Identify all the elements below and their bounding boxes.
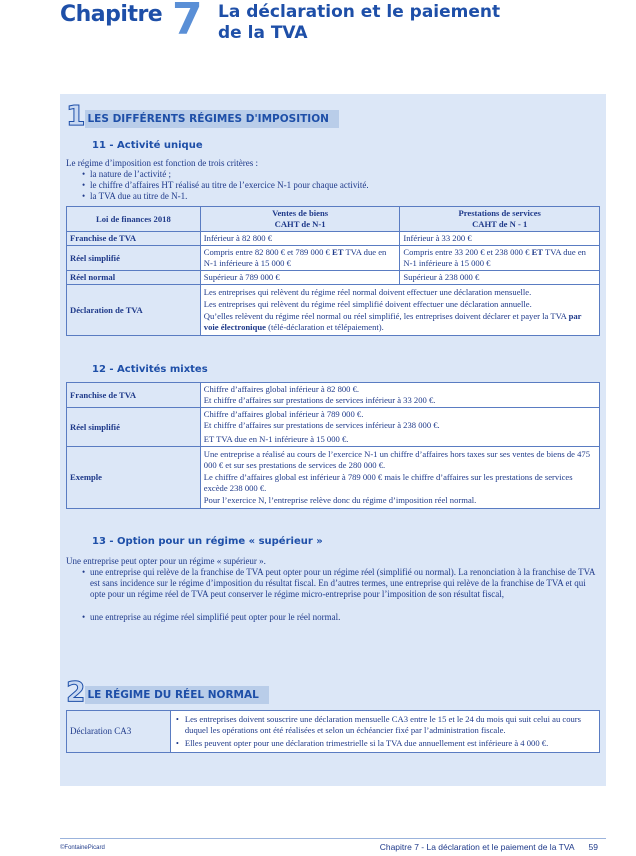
table-cell: Supérieur à 238 000 € — [400, 271, 600, 285]
regimes-table — [66, 206, 600, 336]
cell-text: Les entreprises doivent souscrire une déclaration mensuelle CA3 entre le 15 et le 24 du mois qui suit celui au cours duquel les opérations ont été réalisées et selon un échéancier fixé par l’administration fiscale. — [184, 714, 582, 735]
cell-text: TVA due en N-1 inférieure à 15 000 € — [403, 247, 586, 268]
header-cell: Loi de finances 2018 — [67, 207, 201, 232]
header-cell — [200, 207, 400, 232]
header-line: Prestations de services — [458, 208, 541, 218]
header-line: CAHT de N-1 — [274, 219, 326, 229]
table-row — [67, 246, 600, 271]
row-label: Franchise de TVA — [67, 232, 201, 246]
row-label: Exemple — [67, 447, 201, 509]
table-header-row — [67, 207, 600, 232]
cell-paragraph: Le chiffre d’affaires global est inférieur à 789 000 € mais le chiffre d’affaires sur les prestations de services excède 238 000 €. — [203, 472, 573, 493]
table-cell — [200, 408, 599, 447]
chapter-header — [0, 0, 636, 58]
table-cell — [200, 447, 599, 509]
section-1-number: 1 — [66, 99, 86, 132]
cell-emphasis: ET — [531, 247, 544, 257]
cell-bullet — [175, 738, 596, 749]
table-row — [67, 383, 600, 408]
table-row — [67, 408, 600, 447]
table-row — [67, 271, 600, 285]
cell-text: Elles peuvent opter pour une déclaration trimestrielle si la TVA due annuellement est inférieure à 4 000 €. — [184, 738, 549, 748]
cell-paragraph — [204, 311, 596, 333]
cell-text: (télé-déclaration et télépaiement). — [268, 322, 384, 332]
row-label: Déclaration de TVA — [67, 285, 201, 336]
section-2-heading — [66, 675, 269, 708]
cell-text: TVA due en N-1 inférieure à 15 000 € — [203, 247, 387, 268]
chapter-title-line2: de la TVA — [218, 23, 308, 43]
bullet-marker: • — [175, 738, 179, 748]
cell-text: Compris entre 82 800 € et 789 000 € — [203, 247, 330, 257]
table-row — [67, 232, 600, 246]
chapter-title-line1: La déclaration et le paiement — [218, 2, 501, 22]
criteria-item: • la TVA due au titre de N-1. — [90, 191, 187, 202]
subsection-13-title: 13 - Option pour un régime « supérieur » — [92, 536, 323, 547]
section-2-number: 2 — [66, 675, 86, 708]
subsection-11-title: 11 - Activité unique — [92, 140, 203, 151]
footer-running-title — [380, 842, 598, 852]
footer-rule — [60, 838, 606, 839]
table-cell — [400, 246, 600, 271]
header-line: Ventes de biens — [272, 208, 329, 218]
option-intro: Une entreprise peut opter pour un régime « supérieur ». — [66, 556, 266, 566]
bullet-marker: • — [175, 714, 179, 724]
table-cell — [170, 711, 599, 753]
chapter-title — [218, 2, 538, 44]
table-cell — [200, 246, 400, 271]
section-1-label: LES DIFFÉRENTS RÉGIMES D'IMPOSITION — [85, 110, 338, 128]
option-item: • une entreprise qui relève de la franchise de TVA peut opter pour un régime réel (simplifié ou normal). La renonciation à la franchise de TVA est sans incidence sur le régime d’imposition du résultat fiscal. En d’autres termes, une entreprise qui relève de la franchise de TVA et qui opte pour un régime réel de TVA peut conserver le régime micro-entreprise pour l’imposition de son résultat fiscal, — [90, 567, 602, 600]
table-cell — [200, 383, 599, 408]
cell-text: Compris entre 33 200 € et 238 000 € — [403, 247, 530, 257]
mixed-activities-table — [66, 382, 600, 509]
chapter-word: Chapitre — [60, 2, 163, 27]
cell-line: Chiffre d’affaires global inférieur à 82 800 €. — [203, 384, 360, 394]
cell-line: ET TVA due en N-1 inférieure à 15 000 €. — [203, 434, 349, 444]
cell-paragraph: Pour l’exercice N, l’entreprise relève donc du régime d’imposition réel normal. — [203, 495, 477, 505]
table-cell — [200, 285, 599, 336]
cell-bullet — [175, 714, 596, 736]
row-label: Réel normal — [67, 271, 201, 285]
cell-paragraph: Une entreprise a réalisé au cours de l’exercice N-1 un chiffre d’affaires hors taxes sur ses ventes de biens de 475 000 € et sur ses prestations de services de 280 000 €. — [203, 449, 591, 470]
table-cell: Supérieur à 789 000 € — [200, 271, 400, 285]
section-1-heading — [66, 99, 339, 132]
header-line: CAHT de N - 1 — [472, 219, 528, 229]
table-cell: Inférieur à 82 800 € — [200, 232, 400, 246]
table-row — [67, 285, 600, 336]
section-2-label: LE RÉGIME DU RÉEL NORMAL — [85, 686, 268, 704]
table-row — [67, 447, 600, 509]
cell-emphasis: par voie électronique — [203, 311, 582, 332]
header-cell — [400, 207, 600, 232]
cell-line: Et chiffre d’affaires sur prestations de services inférieur à 33 200 €. — [203, 395, 436, 405]
cell-line: Chiffre d’affaires global inférieur à 789 000 €. — [203, 409, 364, 419]
cell-paragraph: Les entreprises qui relèvent du régime réel normal doivent effectuer une déclaration mensuelle. — [203, 287, 532, 297]
page-number: 59 — [588, 842, 598, 852]
cell-text: Qu’elles relèvent du régime réel normal ou réel simplifié, les entreprises doivent déclarer et payer la TVA — [203, 311, 567, 321]
row-label: Déclaration CA3 — [67, 711, 171, 753]
cell-paragraph: Les entreprises qui relèvent du régime réel simplifié doivent effectuer une déclaration annuelle. — [203, 299, 532, 309]
cell-line: Et chiffre d’affaires sur prestations de services inférieur à 238 000 €. — [203, 420, 440, 430]
row-label: Franchise de TVA — [67, 383, 201, 408]
row-label: Réel simplifié — [67, 246, 201, 271]
row-label: Réel simplifié — [67, 408, 201, 447]
criteria-item: • la nature de l’activité ; — [90, 169, 171, 180]
chapter-number: 7 — [172, 0, 203, 45]
footer-copyright: ©FontainePicard — [60, 845, 105, 851]
table-row — [67, 711, 600, 753]
cell-emphasis: ET — [331, 247, 344, 257]
running-title: Chapitre 7 - La déclaration et le paiement de la TVA — [379, 842, 575, 852]
criteria-intro: Le régime d’imposition est fonction de trois critères : — [66, 158, 258, 168]
criteria-item: • le chiffre d’affaires HT réalisé au titre de l’exercice N-1 pour chaque activité. — [90, 180, 369, 191]
table-cell: Inférieur à 33 200 € — [400, 232, 600, 246]
subsection-12-title: 12 - Activités mixtes — [92, 364, 208, 375]
option-item: • une entreprise au régime réel simplifié peut opter pour le réel normal. — [90, 612, 602, 623]
ca3-table — [66, 710, 600, 753]
